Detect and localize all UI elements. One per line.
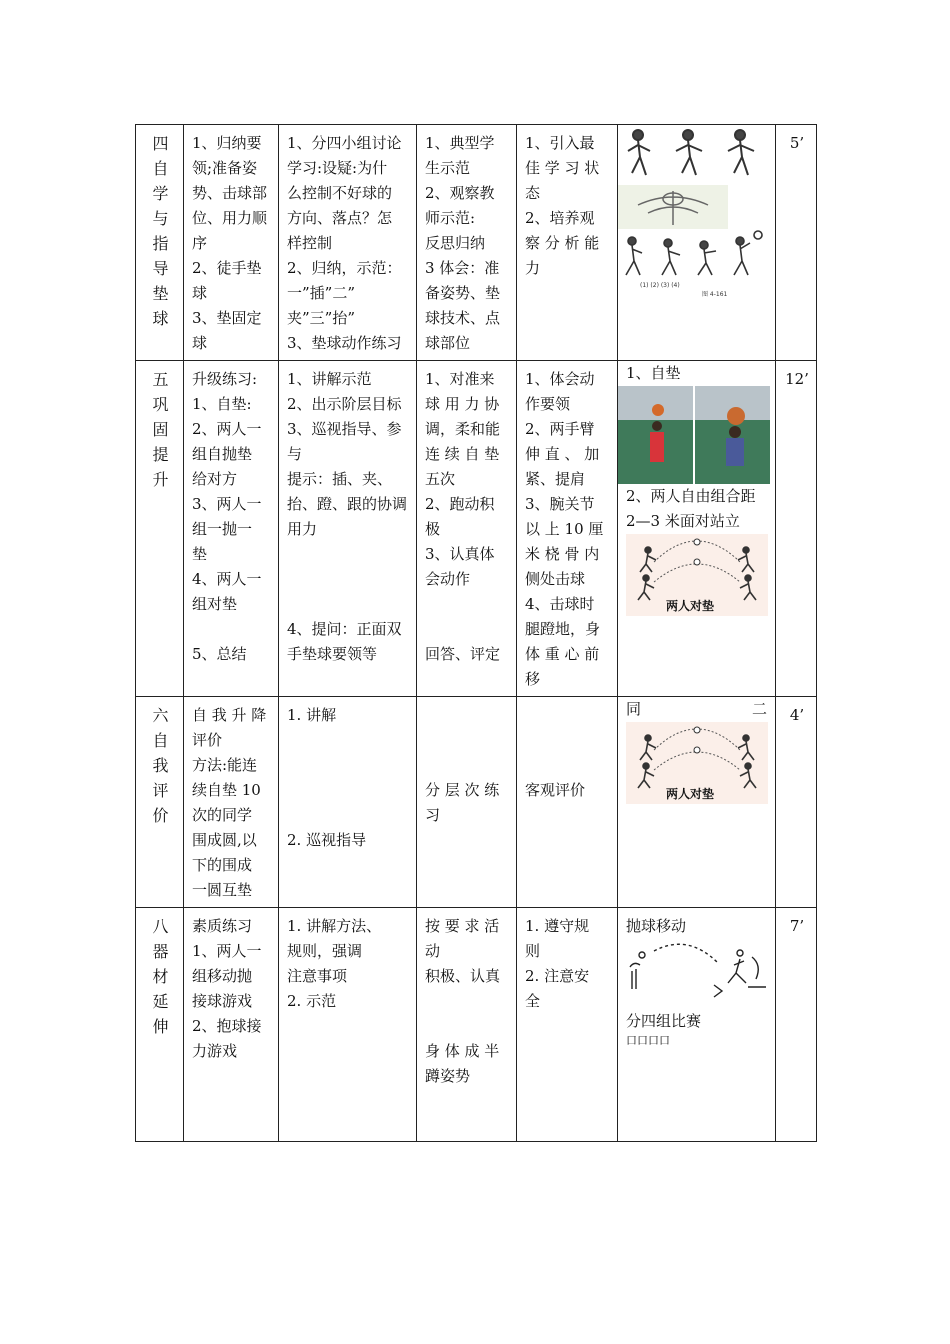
cell-line: 腿蹬地，身 — [525, 620, 601, 638]
pair-caption-2: 2—3 米面对站立 — [626, 512, 740, 530]
time-value: 5’ — [789, 134, 805, 152]
cell-line: 2、两手臂 — [525, 420, 595, 438]
pair-caption-1: 2、两人自由组合距 — [626, 487, 756, 505]
illustration-cell — [618, 361, 776, 697]
same-label: 同 — [626, 700, 642, 718]
time-cell — [776, 697, 817, 908]
cell-line: 3、两人一 — [192, 495, 262, 513]
cell-line: 给对方 — [192, 470, 238, 488]
lesson-plan-table — [135, 124, 817, 1142]
cell-line: 序 — [192, 234, 208, 252]
cell-line: 则 — [525, 942, 541, 960]
time-cell — [776, 361, 817, 697]
cell-line: 球 — [192, 334, 208, 352]
cell-line: 2. 注意安 — [525, 967, 590, 985]
cell-line: 伸 直 、 加 — [525, 445, 600, 463]
cell-line: 力 — [525, 259, 541, 277]
cell-line: 1. 遵守规 — [525, 917, 590, 935]
teacher-cell — [279, 908, 417, 1142]
cell-line: 1、体会动 — [525, 370, 595, 388]
cell-line: 3、认真体 — [425, 545, 495, 563]
figure-caption: (1) (2) (3) (4) — [640, 282, 680, 289]
cell-line — [287, 753, 410, 778]
cell-line: 2、出示阶层目标 — [287, 395, 402, 413]
cell-line: 4、击球时 — [525, 595, 595, 613]
time-value: 4’ — [789, 706, 805, 724]
cell-line: 围成圆,以 — [192, 831, 257, 849]
cell-line: 3、腕关节 — [525, 495, 595, 513]
cell-line — [287, 728, 410, 753]
small-note: 口口口口 — [626, 1034, 670, 1047]
pair-figure-label: 两人对垫 — [666, 599, 715, 613]
cell-line: 1、两人一 — [192, 942, 262, 960]
cell-line — [425, 703, 510, 728]
cell-line — [192, 617, 272, 642]
cell-line: 学习:设疑:为什 — [287, 159, 388, 177]
cell-line: 用力 — [287, 520, 318, 538]
cell-line: 2、两人一 — [192, 420, 262, 438]
time-cell — [776, 125, 817, 361]
cell-line — [425, 753, 510, 778]
group-contest-label: 分四组比赛 — [626, 1012, 702, 1030]
cell-line: 注意事项 — [287, 967, 348, 985]
cell-line: 3 体会：准 — [425, 259, 500, 277]
cell-line: 1、引入最 — [525, 134, 595, 152]
cell-line — [287, 803, 410, 828]
same-as-caption — [618, 697, 775, 722]
cell-line: 察 分 析 能 — [525, 234, 600, 252]
pair-bump-figure — [626, 534, 768, 616]
cell-line: 连 续 自 垫 — [425, 445, 500, 463]
cell-line: 力游戏 — [192, 1042, 238, 1060]
cell-line: 回答、评定 — [425, 645, 501, 663]
pair-bump-figure — [626, 722, 768, 804]
time-value: 7’ — [789, 917, 805, 935]
cell-line: 垫 — [192, 545, 208, 563]
cell-line: 生示范 — [425, 159, 471, 177]
cell-line: 评价 — [192, 731, 223, 749]
cell-line: 侧处击球 — [525, 570, 586, 588]
cell-line: 一圆互垫 — [192, 881, 253, 899]
cell-line: 规则，强调 — [287, 942, 363, 960]
stage-cell — [136, 908, 184, 1142]
content-cell — [184, 908, 279, 1142]
throw-move-label: 抛球移动 — [626, 917, 687, 935]
table-row — [136, 125, 817, 361]
student-cell — [417, 361, 517, 697]
illustration-cell — [618, 908, 776, 1142]
cell-line: 手垫球要领等 — [287, 645, 378, 663]
cell-line: 体 重 心 前 — [525, 645, 600, 663]
arm-position-figure — [618, 185, 728, 229]
cell-line — [525, 753, 611, 778]
cell-line: 2. 示范 — [287, 992, 337, 1010]
stage-cell — [136, 697, 184, 908]
cell-line: 3、巡视指导、参 — [287, 420, 402, 438]
cell-line: 球 用 力 协 — [425, 395, 500, 413]
cell-line: 5、总结 — [192, 645, 247, 663]
bump-sequence-figure — [618, 229, 770, 299]
table-row — [136, 361, 817, 697]
self-bump-photo — [618, 386, 770, 484]
stage-label: 六自我评价 — [152, 706, 169, 825]
cell-line: 组一抛一 — [192, 520, 253, 538]
cell-line: 组对垫 — [192, 595, 238, 613]
cell-line — [425, 1014, 510, 1039]
cell-line: 领;准备姿 — [192, 159, 258, 177]
self-bump-label: 1、自垫 — [626, 364, 681, 382]
stage-label: 五巩固提升 — [152, 370, 169, 489]
cell-line: 极 — [425, 520, 441, 538]
cell-line: 次的同学 — [192, 806, 253, 824]
cell-line: 作要领 — [525, 395, 571, 413]
cell-line: 会动作 — [425, 570, 471, 588]
cell-line — [287, 542, 410, 567]
stage-label: 四自学与指导垫球 — [152, 134, 169, 328]
student-cell — [417, 697, 517, 908]
cell-line — [287, 567, 410, 592]
cell-line: 升级练习: — [192, 370, 258, 388]
cell-line: 方法:能连 — [192, 756, 258, 774]
cell-line: 与 — [287, 445, 303, 463]
cell-line: 续自垫 10 — [192, 781, 261, 799]
cell-line — [287, 592, 410, 617]
cell-line: 移 — [525, 670, 541, 688]
cell-line: 反思归纳 — [425, 234, 486, 252]
cell-line: 1. 讲解方法、 — [287, 917, 382, 935]
two-label: 二 — [751, 700, 767, 718]
cell-line — [425, 592, 510, 617]
cell-line: 3、垫固定 — [192, 309, 262, 327]
cell-line: 组移动抛 — [192, 967, 253, 985]
time-value: 12’ — [785, 370, 809, 388]
content-cell — [184, 125, 279, 361]
cell-line: 动 — [425, 942, 441, 960]
teacher-cell — [279, 697, 417, 908]
teacher-cell — [279, 125, 417, 361]
goal-cell — [517, 908, 618, 1142]
cell-line: 球部位 — [425, 334, 471, 352]
cell-line: 样控制 — [287, 234, 333, 252]
cell-line: 2、归纳，示范： — [287, 259, 402, 277]
cell-line: 位、用力顺 — [192, 209, 268, 227]
cell-line: 势、击球部 — [192, 184, 268, 202]
cell-line: 2、徒手垫 — [192, 259, 262, 277]
cell-line: 身 体 成 半 — [425, 1042, 500, 1060]
cell-line: 1. 讲解 — [287, 706, 337, 724]
goal-cell — [517, 125, 618, 361]
cell-line: 2、培养观 — [525, 209, 595, 227]
cell-line: 4、提问：正面双 — [287, 620, 402, 638]
cell-line: 一”插”二” — [287, 284, 356, 302]
cell-line: 方向、落点？怎 — [287, 209, 393, 227]
volleyball-stance-figure — [618, 125, 770, 185]
cell-line: 2. 巡视指导 — [287, 831, 367, 849]
cell-line: 习 — [425, 806, 441, 824]
cell-line: 师示范: — [425, 209, 476, 227]
cell-line: 佳 学 习 状 — [525, 159, 600, 177]
cell-line: 五次 — [425, 470, 456, 488]
cell-line — [425, 728, 510, 753]
cell-line: 1、对准来 — [425, 370, 495, 388]
cell-line: 按 要 求 活 — [425, 917, 500, 935]
illustration-cell — [618, 697, 776, 908]
cell-line: 么控制不好球的 — [287, 184, 393, 202]
cell-line: 提示：插、夹、 — [287, 470, 393, 488]
cell-line: 接球游戏 — [192, 992, 253, 1010]
cell-line: 球技术、点 — [425, 309, 501, 327]
cell-line: 自 我 升 降 — [192, 706, 267, 724]
cell-line: 夹”三”抬” — [287, 309, 356, 327]
cell-line: 全 — [525, 992, 541, 1010]
cell-line — [525, 703, 611, 728]
cell-line — [525, 728, 611, 753]
cell-line: 1、分四小组讨论 — [287, 134, 402, 152]
cell-line: 2、观察教 — [425, 184, 495, 202]
pair-figure-label: 两人对垫 — [666, 787, 715, 801]
table-row — [136, 908, 817, 1142]
cell-line: 1、归纳要 — [192, 134, 262, 152]
cell-line: 1、讲解示范 — [287, 370, 372, 388]
cell-line: 组自抛垫 — [192, 445, 253, 463]
cell-line: 素质练习 — [192, 917, 253, 935]
cell-line: 态 — [525, 184, 541, 202]
cell-line: 米 桡 骨 内 — [525, 545, 600, 563]
cell-line: 球 — [192, 284, 208, 302]
cell-line: 蹲姿势 — [425, 1067, 471, 1085]
cell-line: 1、自垫: — [192, 395, 252, 413]
table-row — [136, 697, 817, 908]
cell-line: 2、跑动积 — [425, 495, 495, 513]
cell-line: 以 上 10 厘 — [525, 520, 604, 538]
cell-line — [287, 778, 410, 803]
cell-line: 3、垫球动作练习 — [287, 334, 402, 352]
stage-cell — [136, 361, 184, 697]
student-cell — [417, 125, 517, 361]
teacher-cell — [279, 361, 417, 697]
figure-label: 图 4-161 — [702, 291, 728, 298]
illustration-cell — [618, 125, 776, 361]
stage-label: 八器材延伸 — [152, 917, 169, 1036]
goal-cell — [517, 697, 618, 908]
content-cell — [184, 361, 279, 697]
cell-line: 积极、认真 — [425, 967, 501, 985]
cell-line: 抬、蹬、跟的协调 — [287, 495, 408, 513]
time-cell — [776, 908, 817, 1142]
cell-line: 1、典型学 — [425, 134, 495, 152]
content-cell — [184, 697, 279, 908]
cell-line: 2、抱球接 — [192, 1017, 262, 1035]
goal-cell — [517, 361, 618, 697]
cell-line: 分 层 次 练 — [425, 781, 500, 799]
cell-line — [425, 617, 510, 642]
cell-line: 紧、提肩 — [525, 470, 586, 488]
cell-line: 调，柔和能 — [425, 420, 501, 438]
cell-line — [425, 989, 510, 1014]
cell-line: 下的围成 — [192, 856, 253, 874]
throw-move-figure — [618, 939, 770, 1009]
student-cell — [417, 908, 517, 1142]
cell-line: 备姿势、垫 — [425, 284, 501, 302]
cell-line: 4、两人一 — [192, 570, 262, 588]
cell-line: 客观评价 — [525, 781, 586, 799]
stage-cell — [136, 125, 184, 361]
